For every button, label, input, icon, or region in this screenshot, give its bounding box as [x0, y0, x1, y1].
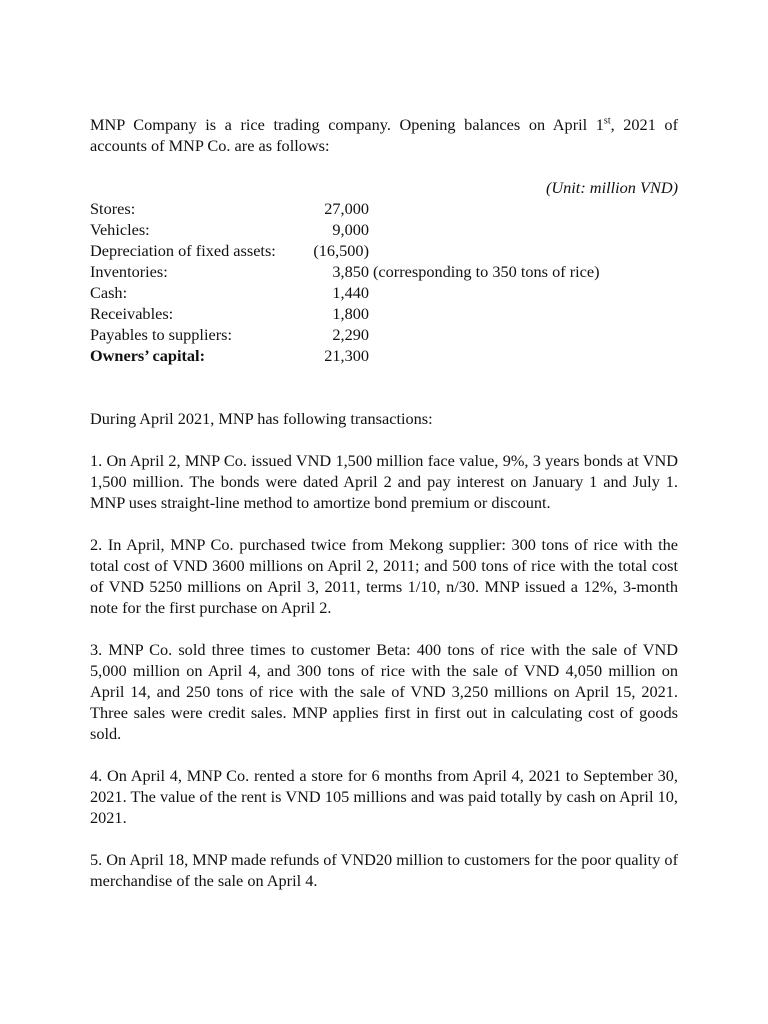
- balance-row-inventories: [90, 261, 678, 282]
- balance-value: (16,500): [313, 241, 369, 260]
- balance-row-payables: [90, 324, 678, 345]
- transaction-item: 3. MNP Co. sold three times to customer Beta: 400 tons of rice with the sale of VND 5,000 million on April 4, and 300 tons of rice with the sale of VND 4,050 million on April 14, and 250 tons of rice with the sale of VND 3,250 millions on April 15, 2021. Three sales were credit sales. MNP applies first in first out in calculating cost of goods sold.: [90, 640, 678, 743]
- balance-row-receivables: [90, 303, 678, 324]
- transaction-item: 5. On April 18, MNP made refunds of VND20 million to customers for the poor quality of merchandise of the sale on April 4.: [90, 850, 678, 890]
- balance-row-owners-capital: [90, 345, 678, 366]
- transactions-intro: During April 2021, MNP has following transactions:: [90, 409, 433, 428]
- balance-value: 1,440: [332, 283, 369, 302]
- balance-note: (corresponding to 350 tons of rice): [373, 262, 600, 281]
- balance-label: Vehicles:: [90, 220, 150, 239]
- balance-label: Owners’ capital:: [90, 346, 206, 365]
- transaction-item: 2. In April, MNP Co. purchased twice from Mekong supplier: 300 tons of rice with the total cost of VND 3600 millions on April 2, 2011; and 500 tons of rice with the total cost of VND 5250 millions on April 3, 2011, terms 1/10, n/30. MNP issued a 12%, 3-month note for the first purchase on April 2.: [90, 535, 678, 617]
- balance-value: 2,290: [332, 325, 369, 344]
- intro-text-part1: MNP Company is a rice trading company. Opening balances on April 1: [90, 115, 604, 134]
- intro-superscript: st: [603, 115, 611, 127]
- balance-value: 1,800: [332, 304, 369, 323]
- opening-balances-list: [90, 198, 678, 366]
- balance-label: Depreciation of fixed assets:: [90, 241, 276, 260]
- balance-row-cash: [90, 282, 678, 303]
- document-page: [90, 114, 678, 891]
- intro-paragraph: [90, 114, 678, 156]
- transaction-item: 1. On April 2, MNP Co. issued VND 1,500 million face value, 9%, 3 years bonds at VND 1,500 million. The bonds were dated April 2 and pay interest on January 1 and July 1. MNP uses straight-line method to amortize bond premium or discount.: [90, 451, 678, 512]
- balance-label: Payables to suppliers:: [90, 325, 232, 344]
- balance-label: Inventories:: [90, 262, 168, 281]
- balance-label: Stores:: [90, 199, 136, 218]
- balance-value: 9,000: [332, 220, 369, 239]
- balance-row-stores: [90, 198, 678, 219]
- unit-label: (Unit: million VND): [545, 178, 678, 197]
- balance-label: Cash:: [90, 283, 128, 302]
- balance-row-depreciation: [90, 240, 678, 261]
- balance-value: 27,000: [324, 199, 369, 218]
- balance-label: Receivables:: [90, 304, 174, 323]
- balance-value: 3,850: [332, 262, 369, 281]
- intro-text-part2: , 2021 of accounts of MNP Co. are as follows:: [90, 115, 678, 155]
- transaction-item: 4. On April 4, MNP Co. rented a store for 6 months from April 4, 2021 to September 30, 2021. The value of the rent is VND 105 millions and was paid totally by cash on April 10, 2021.: [90, 766, 678, 827]
- balance-value: 21,300: [324, 346, 369, 365]
- balance-row-vehicles: [90, 219, 678, 240]
